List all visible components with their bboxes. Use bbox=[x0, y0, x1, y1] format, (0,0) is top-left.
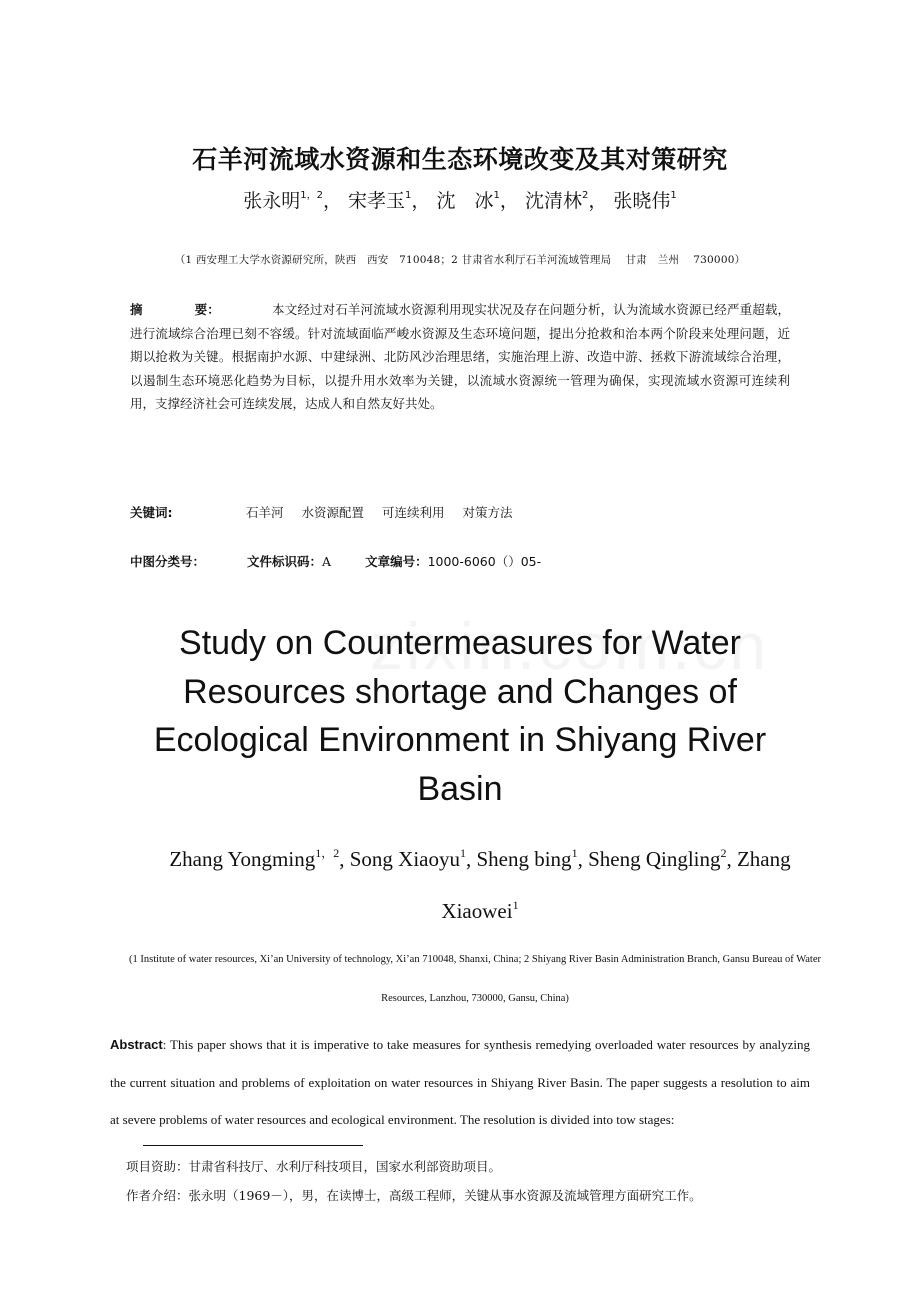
abstract-label-suffix: 要： bbox=[194, 302, 220, 317]
author-name: 张晓伟 bbox=[613, 190, 671, 212]
author-separator: , bbox=[726, 847, 737, 871]
doc-code-label: 文件标识码： bbox=[247, 554, 323, 569]
author-separator: , bbox=[577, 847, 589, 871]
author-name: 沈清林 bbox=[524, 190, 582, 212]
author-affiliation-mark: 1 bbox=[512, 898, 519, 912]
doc-code-value: A bbox=[322, 554, 332, 569]
article-no-value: 1000-6060（）05- bbox=[427, 554, 542, 569]
author-affiliation-mark: 1，2 bbox=[300, 190, 323, 201]
author-name: Song Xiaoyu bbox=[349, 847, 460, 871]
abstract-text: : This paper shows that it is imperative to take measures for synthesis remedying overloaded water resources by analyzing the current situation and problems of exploitation on water resources in Shiyang River Basin. The paper suggests a resolution to aim at severe problems of water resources and ecological environment. The resolution is divided into tow stages: bbox=[110, 1037, 810, 1127]
author-affiliation-mark: 1 bbox=[405, 190, 412, 201]
author-separator: , bbox=[465, 847, 477, 871]
keywords-label: 关键词: bbox=[130, 505, 173, 520]
classification-line bbox=[130, 552, 541, 570]
keyword: 水资源配置 bbox=[301, 505, 364, 520]
keyword: 对策方法 bbox=[462, 505, 513, 520]
footnote-author-bio: 作者介绍：张永明（1969－），男，在读博士，高级工程师，关键从事水资源及流域管理方面研究工作。 bbox=[126, 1188, 702, 1203]
chinese-abstract bbox=[130, 298, 790, 416]
chinese-authors bbox=[0, 186, 920, 213]
author-separator: ， bbox=[588, 190, 608, 212]
author-name: Sheng Qingling bbox=[588, 847, 721, 871]
abstract-label: 摘 bbox=[130, 302, 153, 317]
author-affiliation-mark: 1 bbox=[670, 190, 677, 201]
author-affiliation-mark: 2 bbox=[581, 190, 589, 201]
keyword: 可连续利用 bbox=[381, 505, 445, 520]
english-abstract bbox=[110, 1026, 810, 1139]
footnote-divider bbox=[143, 1145, 363, 1146]
author-affiliation-mark: 1 bbox=[459, 846, 466, 860]
author-separator: ， bbox=[322, 190, 342, 212]
author-name: 张永明 bbox=[243, 190, 301, 212]
author-affiliation-mark: 1，2 bbox=[315, 846, 340, 860]
author-name: 宋孝玉 bbox=[348, 190, 406, 212]
author-name: 沈 冰 bbox=[436, 190, 494, 212]
chinese-affiliation: （1 西安理工大学水资源研究所，陕西 西安 710048；2 甘肃省水利厅石羊河流域管理局 甘肃 兰州 730000） bbox=[174, 254, 746, 266]
english-title: Study on Countermeasures for Water Resources shortage and Changes of Ecological Environment in Shiyang River Basin bbox=[153, 624, 767, 808]
article-no-label: 文章编号： bbox=[365, 554, 428, 569]
english-affiliation: (1 Institute of water resources, Xi’an University of technology, Xi’an 710048, Shanxi, China; 2 Shiyang River Basin Administration Branch, Gansu Bureau of Water Resources, Lanzhou, 730000, Gansu, China) bbox=[128, 954, 821, 1004]
author-affiliation-mark: 1 bbox=[571, 846, 578, 860]
chinese-title: 石羊河流域水资源和生态环境改变及其对策研究 bbox=[192, 145, 728, 174]
keyword: 石羊河 bbox=[245, 505, 284, 520]
clc-label: 中图分类号： bbox=[130, 554, 206, 569]
author-name: Zhang Yongming bbox=[169, 847, 316, 871]
english-authors bbox=[140, 830, 820, 934]
author-affiliation-mark: 2 bbox=[720, 846, 727, 860]
author-separator: , bbox=[339, 847, 350, 871]
author-separator: ， bbox=[411, 190, 431, 212]
abstract-text: 本文经过对石羊河流域水资源利用现实状况及存在问题分析，认为流域水资源已经严重超载，进行流域综合治理已刻不容缓。针对流域面临严峻水资源及生态环境问题，提出分抢救和治本两个阶段来处理问题，近期以抢救为关键。根据南护水源、中建绿洲、北防风沙治理思绪，实施治理上游、改造中游、拯救下游流域综合治理，以遏制生态环境恶化趋势为目标，以提升用水效率为关键，以流域水资源统一管理为确保，实现流域水资源可连续利用，支撑经济社会可连续发展，达成人和自然友好共处。 bbox=[130, 302, 790, 412]
footnote-funding: 项目资助：甘肃省科技厅、水利厅科技项目，国家水利部资助项目。 bbox=[126, 1159, 502, 1174]
author-separator: ， bbox=[499, 190, 519, 212]
author-name: Sheng bing bbox=[476, 847, 572, 871]
abstract-label: Abstract bbox=[110, 1037, 163, 1052]
chinese-keywords bbox=[130, 503, 527, 521]
author-affiliation-mark: 1 bbox=[493, 190, 500, 201]
author-name: Zhang Xiaowei bbox=[441, 847, 791, 923]
